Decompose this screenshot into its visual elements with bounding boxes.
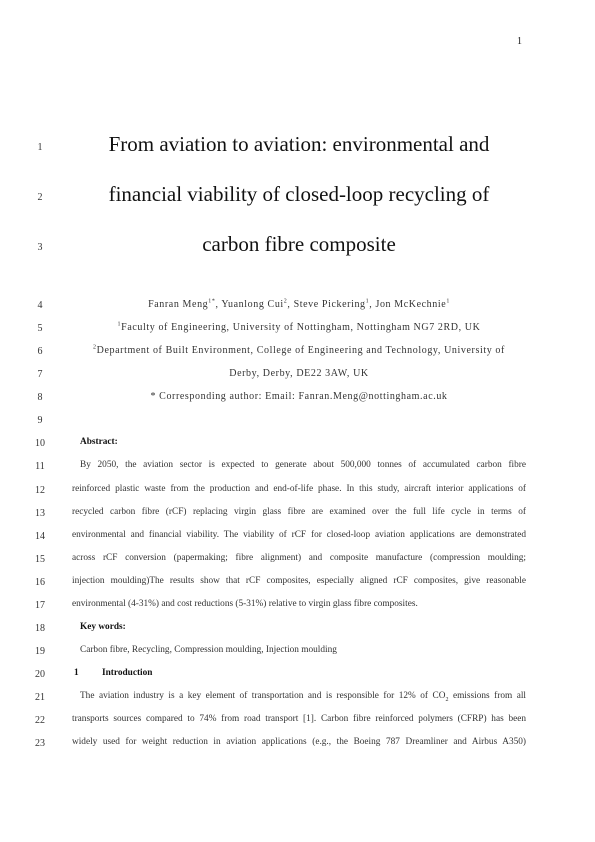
page-number: 1 xyxy=(517,36,522,47)
line-number: 12 xyxy=(35,485,45,496)
abstract-line: By 2050, the aviation sector is expected to generate about 500,000 tonnes of accumulated carbon fibre xyxy=(80,460,526,470)
line-number: 16 xyxy=(35,577,45,588)
author-name: , Yuanlong Cui xyxy=(215,299,284,310)
line-number: 15 xyxy=(35,554,45,565)
line-number: 1 xyxy=(37,142,43,153)
paper-title-line: carbon fibre composite xyxy=(202,232,396,256)
line-number: 21 xyxy=(35,692,45,703)
abstract-line: environmental and financial viability. The viability of rCF for closed-loop aviation applications are demonstrated xyxy=(72,530,526,540)
author-name: Fanran Meng xyxy=(148,299,209,310)
affiliation xyxy=(72,345,526,356)
body-text: emissions from all xyxy=(448,691,526,701)
line-number: 17 xyxy=(35,600,45,611)
affiliation-continued: Derby, Derby, DE22 3AW, UK xyxy=(229,368,369,379)
author-name: , Steve Pickering xyxy=(287,299,366,310)
section-heading xyxy=(72,668,526,678)
line-number: 2 xyxy=(37,192,43,203)
line-number: 23 xyxy=(35,738,45,749)
corresponding-author: * Corresponding author: Email: Fanran.Meng@nottingham.ac.uk xyxy=(150,391,448,402)
line-number: 22 xyxy=(35,715,45,726)
keywords-heading: Key words: xyxy=(80,622,126,632)
abstract-line: recycled carbon fibre (rCF) replacing virgin glass fibre are examined over the full life cycle in terms of xyxy=(72,507,526,517)
section-number: 1 xyxy=(74,668,79,678)
line-number: 7 xyxy=(37,369,43,380)
paper-title-line: financial viability of closed-loop recycling of xyxy=(108,182,490,206)
affiliation-text: Department of Built Environment, College of Engineering and Technology, University of xyxy=(96,345,505,356)
abstract-line: reinforced plastic waste from the production and end-of-life phase. In this study, aircraft interior applications of xyxy=(72,484,526,494)
line-number: 14 xyxy=(35,531,45,542)
keywords-text: Carbon fibre, Recycling, Compression moulding, Injection moulding xyxy=(80,645,337,655)
affiliation-text: Faculty of Engineering, University of Nottingham, Nottingham NG7 2RD, UK xyxy=(121,322,481,333)
body-text: The aviation industry is a key element of transportation and is responsible for 12% of CO xyxy=(80,691,446,701)
line-number: 9 xyxy=(37,415,43,426)
line-number: 10 xyxy=(35,438,45,449)
author-list xyxy=(72,299,526,310)
author-name: , Jon McKechnie xyxy=(369,299,447,310)
line-number: 4 xyxy=(37,300,43,311)
affiliation-marker: 1 xyxy=(117,321,122,328)
affiliation xyxy=(72,322,526,333)
affiliation-marker: 2 xyxy=(283,298,288,305)
abstract-line: injection moulding)The results show that rCF composites, especially aligned rCF composites, give reasonable xyxy=(72,576,526,586)
line-number: 20 xyxy=(35,669,45,680)
abstract-heading: Abstract: xyxy=(80,437,118,447)
body-text-line: transports sources compared to 74% from road transport [1]. Carbon fibre reinforced polymers (CFRP) has been xyxy=(72,714,526,724)
body-text-line: widely used for weight reduction in aviation applications (e.g., the Boeing 787 Dreamliner and Airbus A350) xyxy=(72,737,526,747)
affiliation-marker: 1* xyxy=(208,298,216,305)
affiliation-marker: 1 xyxy=(365,298,370,305)
paper-title-line: From aviation to aviation: environmental and xyxy=(108,132,490,156)
line-number: 8 xyxy=(37,392,43,403)
affiliation-marker: 2 xyxy=(93,344,97,351)
abstract-line: across rCF conversion (papermaking; fibre alignment) and composite manufacture (compression moulding; xyxy=(72,553,526,563)
body-text-line xyxy=(72,691,526,701)
line-number: 18 xyxy=(35,623,45,634)
abstract-line: environmental (4-31%) and cost reductions (5-31%) relative to virgin glass fibre composites. xyxy=(72,599,418,609)
line-number: 19 xyxy=(35,646,45,657)
line-number: 11 xyxy=(35,461,45,472)
subscript: 2 xyxy=(445,696,449,703)
line-number: 5 xyxy=(37,323,43,334)
line-number: 6 xyxy=(37,346,43,357)
affiliation-marker: 1 xyxy=(446,298,450,305)
line-number: 13 xyxy=(35,508,45,519)
section-title: Introduction xyxy=(102,668,153,678)
line-number: 3 xyxy=(37,242,43,253)
